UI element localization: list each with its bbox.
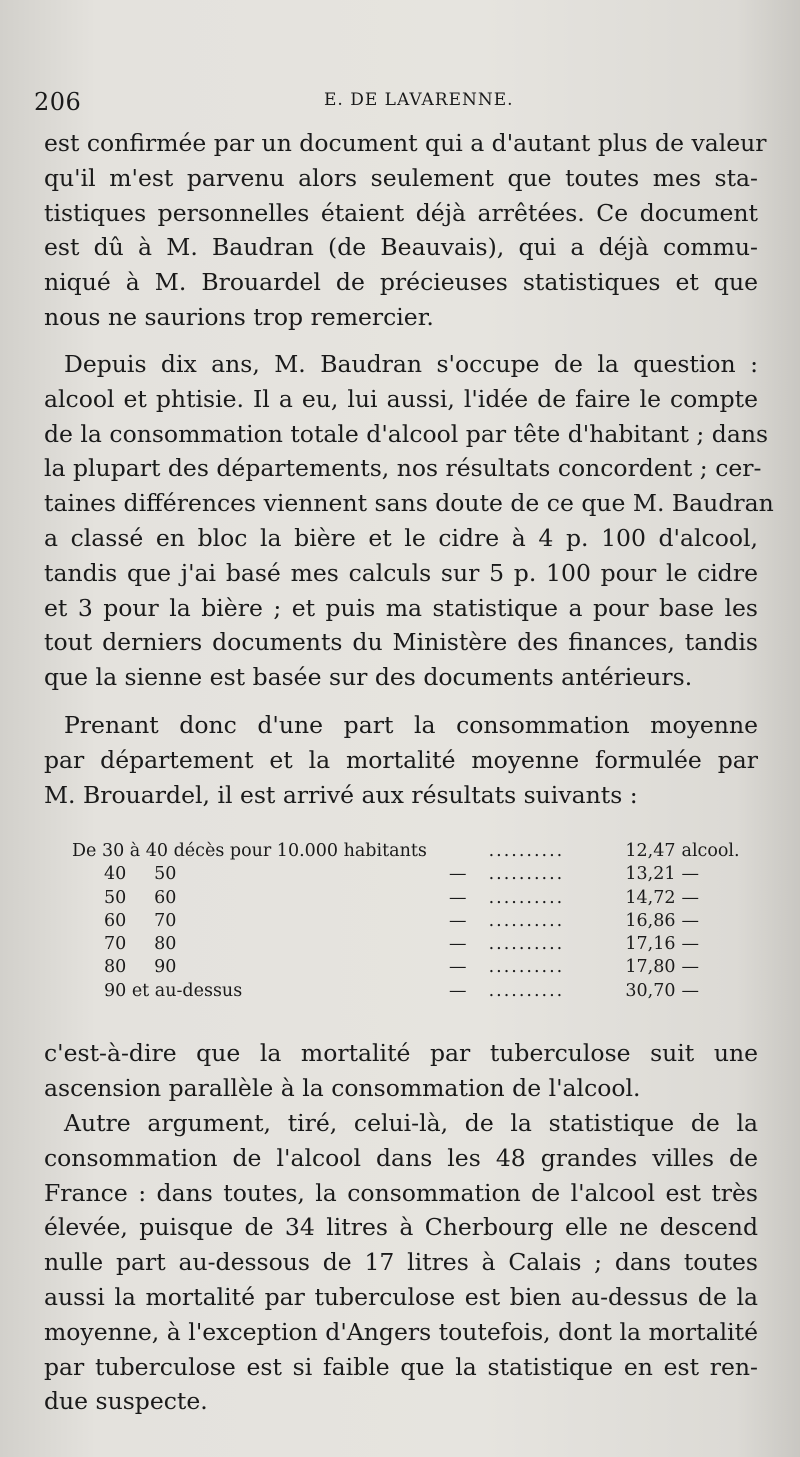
range-cell: 60 70 xyxy=(104,910,177,931)
text-line: par tuberculose est si faible que la statistique en est ren- xyxy=(44,1352,758,1381)
leader-dots: .......... xyxy=(488,864,565,885)
dash-cell: — xyxy=(448,910,467,931)
leader-dots: .......... xyxy=(488,910,565,931)
text-line: élevée, puisque de 34 litres à Cherbourg elle ne descend xyxy=(44,1213,758,1242)
unit-cell: — xyxy=(681,910,700,931)
text-line: due suspecte. xyxy=(44,1387,208,1416)
dash-cell: — xyxy=(448,980,467,1001)
value-cell: 30,70 xyxy=(625,980,676,1001)
leader-dots: .......... xyxy=(488,887,565,908)
value-cell: 17,16 xyxy=(625,934,676,955)
running-head: E. DE LAVARENNE. xyxy=(324,90,514,110)
value-cell: 12,47 xyxy=(625,841,676,861)
range-cell: 50 60 xyxy=(104,887,177,908)
paragraph-1 xyxy=(44,126,767,335)
paragraph-4 xyxy=(44,1036,758,1106)
leader-dots: .......... xyxy=(488,957,565,978)
dash-cell: — xyxy=(448,934,467,955)
dash-cell: — xyxy=(448,864,467,885)
text-line: nous ne saurions trop remercier. xyxy=(44,302,434,331)
page-header xyxy=(34,88,740,118)
value-cell: 14,72 xyxy=(625,887,676,908)
table-row xyxy=(72,933,746,956)
unit-cell: — xyxy=(681,864,700,885)
text-line: alcool et phtisie. Il a eu, lui aussi, l'idée de faire le compte xyxy=(44,384,758,413)
range-cell: 70 80 xyxy=(104,934,177,955)
paragraph-2 xyxy=(44,347,774,695)
table-row xyxy=(72,863,746,886)
table-row xyxy=(72,910,746,933)
range-cell: 80 90 xyxy=(104,957,177,978)
value-cell: 17,80 xyxy=(625,957,676,978)
table-row xyxy=(72,840,746,863)
dash-cell xyxy=(427,840,489,863)
text-line: tistiques personnelles étaient déjà arrêtées. Ce document xyxy=(44,198,758,227)
text-line: Prenant donc d'une part la consommation moyenne xyxy=(64,711,758,739)
text-line: ascension parallèle à la consommation de l'alcool. xyxy=(44,1073,641,1102)
text-line: nulle part au-dessous de 17 litres à Calais ; dans toutes xyxy=(44,1248,758,1277)
dash-cell: — xyxy=(448,957,467,978)
text-line: tandis que j'ai basé mes calculs sur 5 p. 100 pour le cidre xyxy=(44,558,758,587)
range-cell: 40 50 xyxy=(104,864,177,885)
table-row xyxy=(72,956,746,979)
text-line: moyenne, à l'exception d'Angers toutefois, dont la mortalité xyxy=(44,1317,758,1346)
text-line: taines différences viennent sans doute de ce que M. Baudran xyxy=(44,489,774,518)
range-cell: De 30 à 40 décès pour 10.000 habitants xyxy=(72,841,427,861)
table-row xyxy=(72,980,746,1003)
text-line: consommation de l'alcool dans les 48 grandes villes de xyxy=(44,1143,758,1172)
text-line: Depuis dix ans, M. Baudran s'occupe de la question : xyxy=(64,350,758,378)
range-cell: 90 et au-dessus xyxy=(104,980,243,1001)
text-line: de la consommation totale d'alcool par tête d'habitant ; dans xyxy=(44,419,769,448)
unit-cell: — xyxy=(681,887,700,908)
unit-cell: — xyxy=(681,957,700,978)
text-line: aussi la mortalité par tuberculose est bien au-dessus de la xyxy=(44,1282,758,1311)
leader-dots: .......... xyxy=(488,980,565,1001)
leader-dots: .......... xyxy=(488,841,565,861)
unit-cell: — xyxy=(681,980,700,1001)
text-line: a classé en bloc la bière et le cidre à 4 p. 100 d'alcool, xyxy=(44,523,758,552)
text-line: c'est-à-dire que la mortalité par tuberculose suit une xyxy=(44,1039,758,1067)
text-line: France : dans toutes, la consommation de l'alcool est très xyxy=(44,1178,758,1207)
text-line: par département et la mortalité moyenne formulée par xyxy=(44,745,758,774)
text-line: et 3 pour la bière ; et puis ma statistique a pour base les xyxy=(44,593,758,622)
unit-cell: alcool. xyxy=(681,841,740,861)
page-number: 206 xyxy=(34,88,82,116)
text-line: M. Brouardel, il est arrivé aux résultats suivants : xyxy=(44,780,638,809)
unit-cell: — xyxy=(681,934,700,955)
table-row xyxy=(72,887,746,910)
value-cell: 13,21 xyxy=(625,864,676,885)
text-line: est dû à M. Baudran (de Beauvais), qui a déjà commu- xyxy=(44,233,758,262)
text-line: Autre argument, tiré, celui-là, de la statistique de la xyxy=(64,1109,758,1137)
text-line: la plupart des départements, nos résultats concordent ; cer- xyxy=(44,454,762,483)
text-line: est confirmée par un document qui a d'autant plus de valeur xyxy=(44,129,767,157)
leader-dots: .......... xyxy=(488,934,565,955)
value-cell: 16,86 xyxy=(625,910,676,931)
statistics-table xyxy=(72,840,746,1003)
text-line: que la sienne est basée sur des documents antérieurs. xyxy=(44,663,693,692)
text-line: niqué à M. Brouardel de précieuses statistiques et que xyxy=(44,268,758,297)
paragraph-5 xyxy=(44,1106,758,1419)
paragraph-3 xyxy=(44,708,758,812)
dash-cell: — xyxy=(448,887,467,908)
text-line: tout derniers documents du Ministère des finances, tandis xyxy=(44,628,758,657)
text-line: qu'il m'est parvenu alors seulement que toutes mes sta- xyxy=(44,163,758,192)
